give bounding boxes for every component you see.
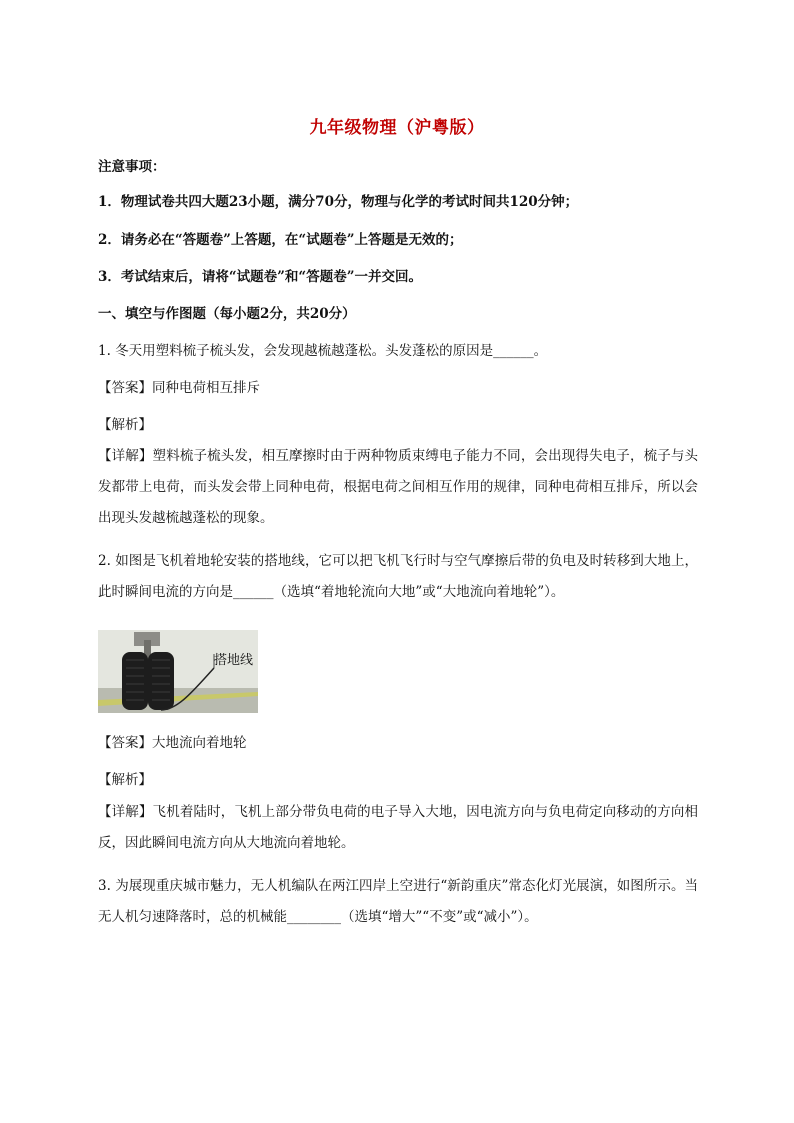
landing-gear-illustration: [98, 630, 258, 713]
question-1-analysis: 【解析】: [98, 417, 152, 433]
notice-heading: 注意事项：: [98, 159, 166, 175]
question-1-stem: 1. 冬天用塑料梳子梳头发，会发现越梳越蓬松。头发蓬松的原因是______。: [98, 343, 548, 359]
question-1-answer: 【答案】同种电荷相互排斥: [98, 380, 260, 396]
question-2-stem: 2. 如图是飞机着地轮安装的搭地线，它可以把飞机飞行时与空气摩擦后带的负电及时转移到大地上，此时瞬间电流的方向是______（选填“着地轮流向大地”或“大地流向着地轮”）。: [98, 553, 698, 600]
question-3-stem: 3. 为展现重庆城市魅力，无人机编队在两江四岸上空进行“新韵重庆”常态化灯光展演，如图所示。当无人机匀速降落时，总的机械能________（选填“增大”“不变”或“减小”）。: [98, 878, 698, 925]
notice-item: 1．物理试卷共四大题23小题，满分70分，物理与化学的考试时间共120分钟；: [98, 194, 579, 210]
question-2-analysis: 【解析】: [98, 772, 152, 788]
landing-gear-photo: [98, 630, 258, 713]
question-2-answer: 【答案】大地流向着地轮: [98, 735, 247, 751]
page-title: 九年级物理（沪粤版）: [309, 118, 485, 138]
question-2-detail: 【详解】飞机着陆时，飞机上部分带负电荷的电子导入大地，因电流方向与负电荷定向移动的方向相反，因此瞬间电流方向从大地流向着地轮。: [98, 804, 698, 851]
question-1-detail: 【详解】塑料梳子梳头发，相互摩擦时由于两种物质束缚电子能力不同，会出现得失电子，梳子与头发都带上电荷，而头发会带上同种电荷，根据电荷之间相互作用的规律，同种电荷相互排斥，所以会出现头发越梳越蓬松的现象。: [98, 448, 698, 526]
notice-item: 2．请务必在“答题卷”上答题，在“试题卷”上答题是无效的；: [98, 232, 463, 248]
notice-item: 3．考试结束后，请将“试题卷”和“答题卷”一并交回。: [98, 269, 422, 285]
section-heading: 一、填空与作图题（每小题2分，共20分）: [98, 306, 356, 322]
figure-label: 搭地线: [214, 653, 254, 668]
